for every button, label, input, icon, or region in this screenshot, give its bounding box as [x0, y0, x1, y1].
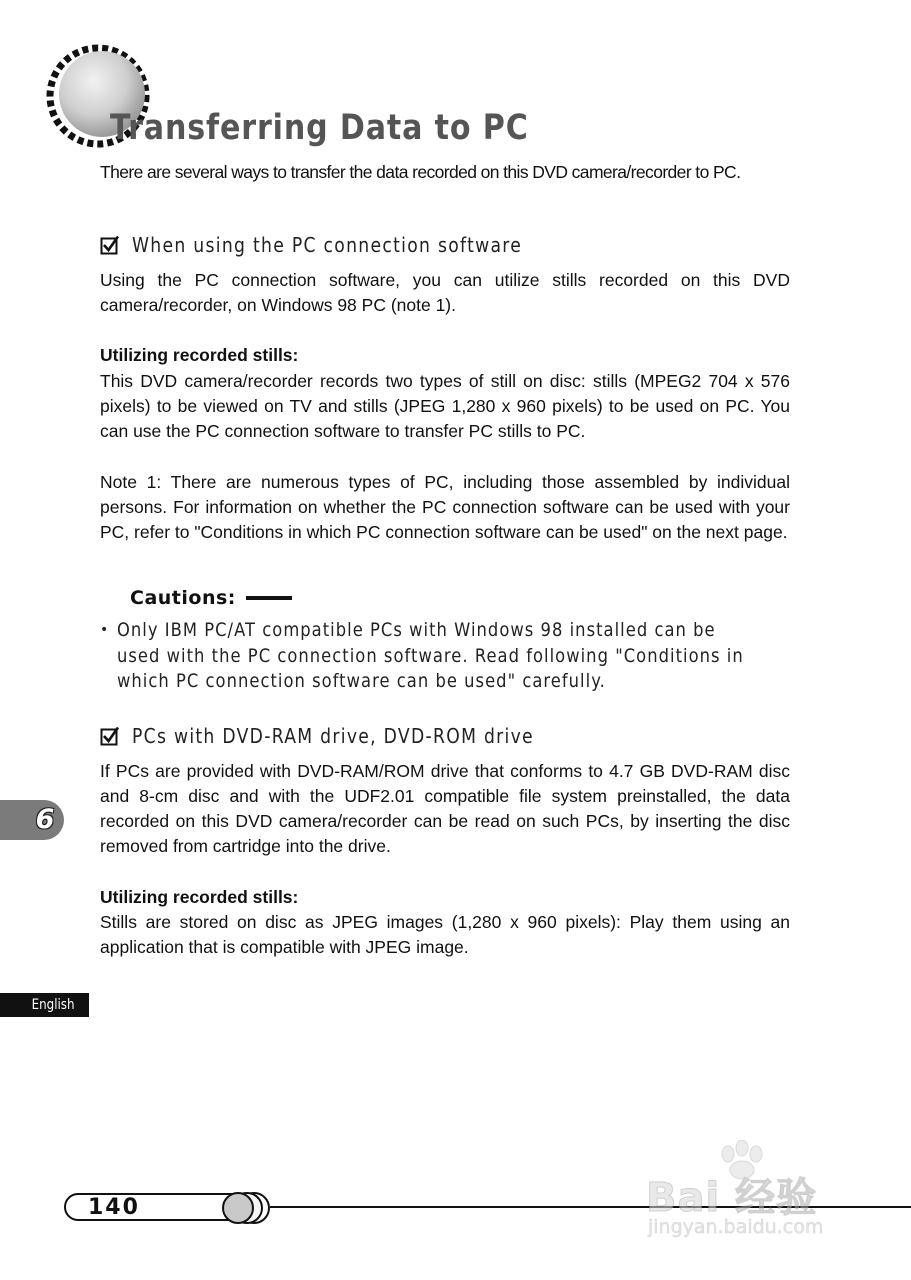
caution-item — [100, 618, 860, 695]
section2-stills-paragraph: Stills are stored on disc as JPEG images (1,280 x 960 pixels): Play them using an application that is compatible with JPEG image. — [100, 912, 790, 957]
section-heading-text: PCs with DVD-RAM drive, DVD-ROM drive — [132, 724, 534, 748]
page-number: 140 — [88, 1195, 140, 1220]
cautions-title: Cautions: — [130, 587, 236, 609]
section-heading-pc-software — [100, 232, 586, 258]
watermark-url: jingyan.baidu.com — [648, 1216, 824, 1238]
watermark — [636, 1140, 866, 1250]
cautions-rule — [246, 596, 292, 600]
checkbox-checked-icon — [100, 726, 120, 746]
footer-circles-icon — [214, 1190, 276, 1226]
checkbox-checked-icon — [100, 235, 120, 255]
section1-stills-paragraph: This DVD camera/recorder records two types of still on disc: stills (MPEG2 704 x 576 pixels) to be viewed on TV and stills (JPEG 1,280 x 960 pixels) to be used on PC. You can use the PC connection software to transfer PC stills to PC. — [100, 371, 790, 441]
intro-text: There are several ways to transfer the data recorded on this DVD camera/recorder to PC. — [100, 162, 741, 182]
language-tab — [0, 993, 89, 1017]
section1-subheading: Utilizing recorded stills: — [100, 345, 299, 365]
section-heading-text: When using the PC connection software — [132, 233, 523, 257]
page-title: Transferring Data to PC — [110, 108, 529, 148]
section1-paragraph: Using the PC connection software, you can utilize stills recorded on this DVD camera/recorder, on Windows 98 PC (note 1). — [100, 270, 790, 315]
note-paragraph: Note 1: There are numerous types of PC, including those assembled by individual persons. For information on whether the PC connection software can be used with your PC, refer to "Conditions in which PC connection software can be used" on the next page. — [100, 472, 790, 542]
section-heading-dvd-drive — [100, 723, 599, 749]
cautions-heading — [130, 586, 292, 610]
section2-subheading: Utilizing recorded stills: — [100, 887, 299, 907]
section2-paragraph: If PCs are provided with DVD-RAM/ROM drive that conforms to 4.7 GB DVD-RAM disc and 8-cm disc and with the UDF2.01 compatible file system preinstalled, the data recorded on this DVD camera/recorder can be read on such PCs, by inserting the disc removed from cartridge into the drive. — [100, 761, 790, 856]
watermark-logo-text: Bai 经验 — [646, 1175, 818, 1221]
caution-text: Only IBM PC/AT compatible PCs with Windows 98 installed can be used with the PC connection software. Read following "Conditions in which PC connection software can be used" carefully. — [117, 619, 744, 692]
language-label: English — [32, 997, 75, 1013]
bullet: • — [100, 622, 109, 638]
chapter-number: 6 — [35, 804, 55, 835]
chapter-tab — [0, 800, 64, 840]
